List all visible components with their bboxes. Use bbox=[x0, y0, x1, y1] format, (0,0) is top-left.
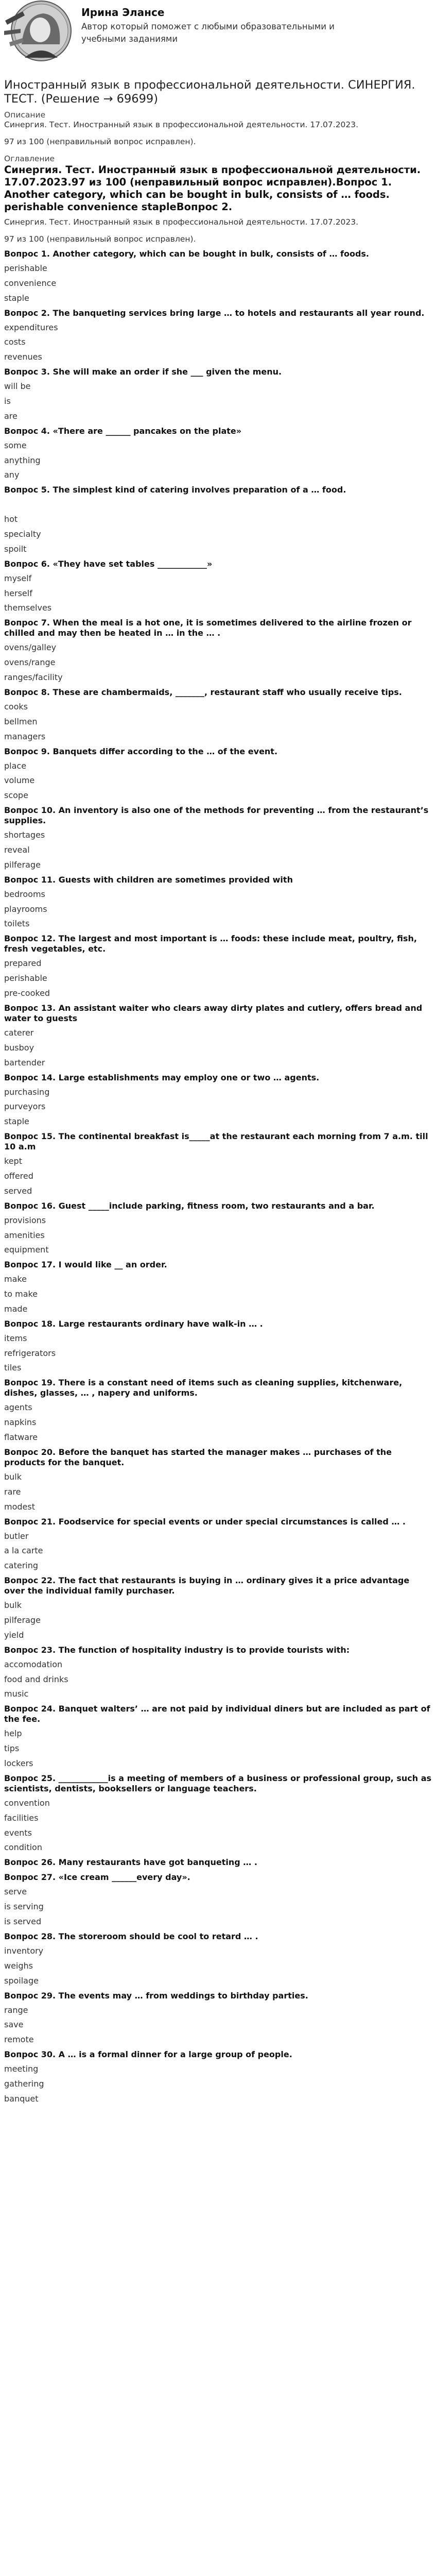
answer-option: volume bbox=[4, 775, 35, 786]
question-block bbox=[4, 559, 432, 614]
answer-option: ranges/facility bbox=[4, 672, 63, 682]
answer-option: condition bbox=[4, 1842, 42, 1853]
answer-option: is bbox=[4, 396, 11, 406]
answer-option: make bbox=[4, 1274, 27, 1284]
answer-option: meeting bbox=[4, 2064, 39, 2074]
question-block bbox=[4, 1991, 432, 2045]
answer-option: pre-cooked bbox=[4, 988, 50, 998]
question-block bbox=[4, 308, 432, 363]
answer-option: hot bbox=[4, 514, 18, 524]
question-text: Вопрос 7. When the meal is a hot one, it is sometimes delivered to the airline frozen or chilled and may then be heated in … in the … . bbox=[4, 618, 412, 638]
answer-option: managers bbox=[4, 731, 46, 741]
question-text: Вопрос 15. The continental breakfast is_____at the restaurant each morning from 7 a.m. till 10 a.m bbox=[4, 1131, 428, 1152]
answer-option: offered bbox=[4, 1171, 33, 1181]
answer-option: ovens/range bbox=[4, 657, 56, 668]
answer-option: flatware bbox=[4, 1432, 38, 1443]
description-label: Описание bbox=[4, 110, 46, 120]
answer-option: will be bbox=[4, 381, 31, 392]
question-text: Вопрос 29. The events may … from weddings to birthday parties. bbox=[4, 1990, 308, 2001]
question-block bbox=[4, 1003, 432, 1068]
author-description: Автор который поможет с любыми образовательными и учебными заданиями bbox=[81, 22, 335, 44]
answer-option: playrooms bbox=[4, 904, 47, 914]
question-block bbox=[4, 367, 432, 421]
answer-option: made bbox=[4, 1303, 28, 1314]
answer-option: bulk bbox=[4, 1600, 22, 1611]
answer-option: save bbox=[4, 2020, 24, 2030]
answer-option: equipment bbox=[4, 1245, 49, 1255]
answer-option: is serving bbox=[4, 1902, 44, 1912]
question-block bbox=[4, 618, 432, 683]
answer-option: banquet bbox=[4, 2093, 39, 2104]
question-text: Вопрос 4. «There are ______ pancakes on the plate» bbox=[4, 426, 242, 436]
answer-option: bartender bbox=[4, 1057, 45, 1067]
question-block bbox=[4, 426, 432, 481]
question-text: Вопрос 11. Guests with children are sometimes provided with bbox=[4, 874, 293, 885]
question-text: Вопрос 3. She will make an order if she ___ given the menu. bbox=[4, 367, 282, 377]
answer-option: amenities bbox=[4, 1230, 45, 1240]
answer-option: lockers bbox=[4, 1758, 33, 1769]
answer-option: refrigerators bbox=[4, 1348, 56, 1358]
question-block bbox=[4, 1517, 432, 1571]
question-text: Вопрос 30. A … is a formal dinner for a large group of people. bbox=[4, 2049, 292, 2060]
answer-option: yield bbox=[4, 1630, 24, 1640]
question-block bbox=[4, 1575, 432, 1640]
answer-option: any bbox=[4, 470, 20, 480]
question-text: Вопрос 2. The banqueting services bring large … to hotels and restaurants all year round. bbox=[4, 308, 425, 318]
question-text: Вопрос 27. «Ice cream ______every day». bbox=[4, 1872, 190, 1883]
answer-option: themselves bbox=[4, 603, 52, 613]
answer-option: anything bbox=[4, 455, 41, 465]
answer-option: place bbox=[4, 760, 27, 771]
question-block bbox=[4, 1872, 432, 1927]
answer-option: butler bbox=[4, 1531, 29, 1541]
answer-option: expenditures bbox=[4, 322, 58, 332]
answer-option: a la carte bbox=[4, 1546, 43, 1556]
answer-option: convenience bbox=[4, 278, 57, 288]
answer-option: purchasing bbox=[4, 1087, 50, 1097]
answer-option: perishable bbox=[4, 973, 47, 984]
question-text: Вопрос 28. The storeroom should be cool to retard … . bbox=[4, 1931, 258, 1942]
answer-option: items bbox=[4, 1333, 27, 1343]
answer-option: herself bbox=[4, 588, 32, 598]
answer-option: scope bbox=[4, 790, 28, 801]
answer-option: bellmen bbox=[4, 716, 38, 726]
toc-text: Синергия. Тест. Иностранный язык в профессиональной деятельности. 17.07.2023. bbox=[4, 217, 359, 227]
answer-option: facilities bbox=[4, 1812, 39, 1823]
answer-option: rare bbox=[4, 1486, 21, 1497]
question-text: Вопрос 12. The largest and most important is … foods: these include meat, poultry, fish, fresh vegetables, etc. bbox=[4, 934, 417, 954]
question-text: Вопрос 9. Banquets differ according to the … of the event. bbox=[4, 746, 278, 756]
question-list bbox=[4, 249, 432, 2104]
answer-option: prepared bbox=[4, 958, 42, 969]
answer-option: some bbox=[4, 440, 27, 450]
answer-option: to make bbox=[4, 1289, 38, 1299]
question-block bbox=[4, 687, 432, 742]
answer-option: spoilage bbox=[4, 1975, 39, 1986]
answer-option: revenues bbox=[4, 352, 42, 362]
answer-option: inventory bbox=[4, 1946, 44, 1956]
answer-option: convention bbox=[4, 1798, 50, 1808]
document-title: Иностранный язык в профессиональной деятельности. СИНЕРГИЯ. ТЕСТ. (Решение → 69699) bbox=[4, 78, 415, 106]
question-block bbox=[4, 485, 432, 554]
toc-label: Оглавление bbox=[4, 154, 55, 163]
answer-option: pilferage bbox=[4, 859, 41, 870]
question-text: Вопрос 8. These are chambermaids, _______, restaurant staff who usually receive tips. bbox=[4, 687, 402, 697]
answer-option: remote bbox=[4, 2035, 34, 2045]
answer-option: caterer bbox=[4, 1027, 34, 1038]
question-text: Вопрос 21. Foodservice for special events or under special circumstances is called … . bbox=[4, 1516, 406, 1527]
answer-option: perishable bbox=[4, 263, 47, 273]
answer-option: tips bbox=[4, 1743, 20, 1754]
question-block bbox=[4, 1645, 432, 1700]
answer-option: purveyors bbox=[4, 1101, 46, 1112]
answer-option: range bbox=[4, 2005, 28, 2015]
author-info bbox=[81, 0, 349, 45]
answer-option: served bbox=[4, 1185, 32, 1196]
answer-option: agents bbox=[4, 1402, 32, 1413]
answer-option: myself bbox=[4, 573, 32, 583]
question-block bbox=[4, 805, 432, 870]
answer-option: specialty bbox=[4, 529, 41, 539]
answer-option: food and drinks bbox=[4, 1674, 68, 1684]
answer-option: modest bbox=[4, 1501, 35, 1512]
answer-option: cooks bbox=[4, 701, 28, 711]
answer-option: are bbox=[4, 411, 18, 421]
question-text: Вопрос 18. Large restaurants ordinary have walk-in … . bbox=[4, 1318, 263, 1329]
answer-option: music bbox=[4, 1689, 29, 1699]
description-score: 97 из 100 (неправильный вопрос исправлен). bbox=[4, 137, 196, 146]
question-text: Вопрос 19. There is a constant need of items such as cleaning supplies, kitchenware, dishes, glasses, … , napery and uniforms. bbox=[4, 1378, 403, 1398]
answer-option: catering bbox=[4, 1561, 39, 1571]
question-block bbox=[4, 1857, 432, 1868]
author-name[interactable]: Ирина Элансе bbox=[81, 6, 165, 19]
question-text: Вопрос 6. «They have set tables ____________» bbox=[4, 558, 213, 569]
question-text: Вопрос 16. Guest _____include parking, fitness room, two restaurants and a bar. bbox=[4, 1200, 375, 1211]
question-block bbox=[4, 1260, 432, 1314]
answer-option: tiles bbox=[4, 1363, 22, 1373]
answer-option: events bbox=[4, 1827, 32, 1838]
answer-option: costs bbox=[4, 337, 26, 347]
question-text: Вопрос 20. Before the banquet has started the manager makes … purchases of the products for the banquet. bbox=[4, 1447, 392, 1468]
answer-option bbox=[4, 499, 432, 510]
answer-option: serve bbox=[4, 1887, 27, 1897]
question-block bbox=[4, 747, 432, 801]
question-text: Вопрос 14. Large establishments may employ one or two … agents. bbox=[4, 1072, 320, 1082]
toc-heading: Синергия. Тест. Иностранный язык в профессиональной деятельности. 17.07.2023.97 из 100 (неправильный вопрос исправлен).Вопрос 1. Another category, which can be bought in bulk, consists of … foods. perishable convenience stapleВопрос 2. bbox=[4, 164, 421, 213]
question-block bbox=[4, 1447, 432, 1512]
question-block bbox=[4, 249, 432, 303]
question-text: Вопрос 10. An inventory is also one of the methods for preventing … from the restaurant’s supplies. bbox=[4, 805, 429, 826]
answer-option: kept bbox=[4, 1156, 22, 1166]
answer-option: help bbox=[4, 1728, 22, 1739]
question-block bbox=[4, 2049, 432, 2104]
answer-option: busboy bbox=[4, 1042, 34, 1053]
question-text: Вопрос 22. The fact that restaurants is buying in … ordinary gives it a price advantage over the individual family purchaser. bbox=[4, 1575, 410, 1596]
answer-option: ovens/galley bbox=[4, 642, 57, 653]
question-text: Вопрос 26. Many restaurants have got banqueting … . bbox=[4, 1857, 257, 1868]
answer-option: bulk bbox=[4, 1472, 22, 1482]
question-block bbox=[4, 1131, 432, 1196]
author-header bbox=[4, 0, 432, 71]
question-block bbox=[4, 1704, 432, 1769]
answer-option: pilferage bbox=[4, 1615, 41, 1625]
toc-score: 97 из 100 (неправильный вопрос исправлен). bbox=[4, 234, 196, 244]
answer-option: reveal bbox=[4, 844, 30, 855]
answer-option: is served bbox=[4, 1917, 42, 1927]
question-text: Вопрос 23. The function of hospitality industry is to provide tourists with: bbox=[4, 1645, 350, 1655]
question-block bbox=[4, 1319, 432, 1374]
answer-option: staple bbox=[4, 1116, 29, 1127]
answer-option: toilets bbox=[4, 919, 30, 929]
question-text: Вопрос 17. I would like __ an order. bbox=[4, 1260, 167, 1270]
answer-option: provisions bbox=[4, 1215, 46, 1225]
answer-option: shortages bbox=[4, 830, 45, 840]
author-avatar[interactable] bbox=[2, 0, 74, 67]
question-text: Вопрос 5. The simplest kind of catering involves preparation of a … food. bbox=[4, 485, 346, 495]
answer-option: staple bbox=[4, 293, 29, 303]
description-text: Синергия. Тест. Иностранный язык в профессиональной деятельности. 17.07.2023. bbox=[4, 120, 359, 129]
question-block bbox=[4, 875, 432, 929]
question-text: Вопрос 24. Banquet walters’ … are not paid by individual diners but are included as part of the fee. bbox=[4, 1704, 430, 1724]
answer-option: gathering bbox=[4, 2079, 44, 2089]
question-block bbox=[4, 1073, 432, 1127]
answer-option: weighs bbox=[4, 1960, 33, 1971]
question-text: Вопрос 25. ____________is a meeting of members of a business or professional group, such as scientists, dentists, booksellers or language teachers. bbox=[4, 1773, 432, 1794]
question-block bbox=[4, 1378, 432, 1443]
answer-option: bedrooms bbox=[4, 889, 45, 899]
answer-option: accomodation bbox=[4, 1659, 63, 1669]
answer-option: napkins bbox=[4, 1417, 37, 1428]
question-text: Вопрос 1. Another category, which can be bought in bulk, consists of … foods. bbox=[4, 249, 370, 259]
question-block bbox=[4, 1773, 432, 1853]
question-block bbox=[4, 934, 432, 998]
question-text: Вопрос 13. An assistant waiter who clears away dirty plates and cutlery, offers bread and water to guests bbox=[4, 1003, 423, 1023]
answer-option: spoilt bbox=[4, 544, 27, 554]
question-block bbox=[4, 1931, 432, 1986]
question-block bbox=[4, 1201, 432, 1256]
